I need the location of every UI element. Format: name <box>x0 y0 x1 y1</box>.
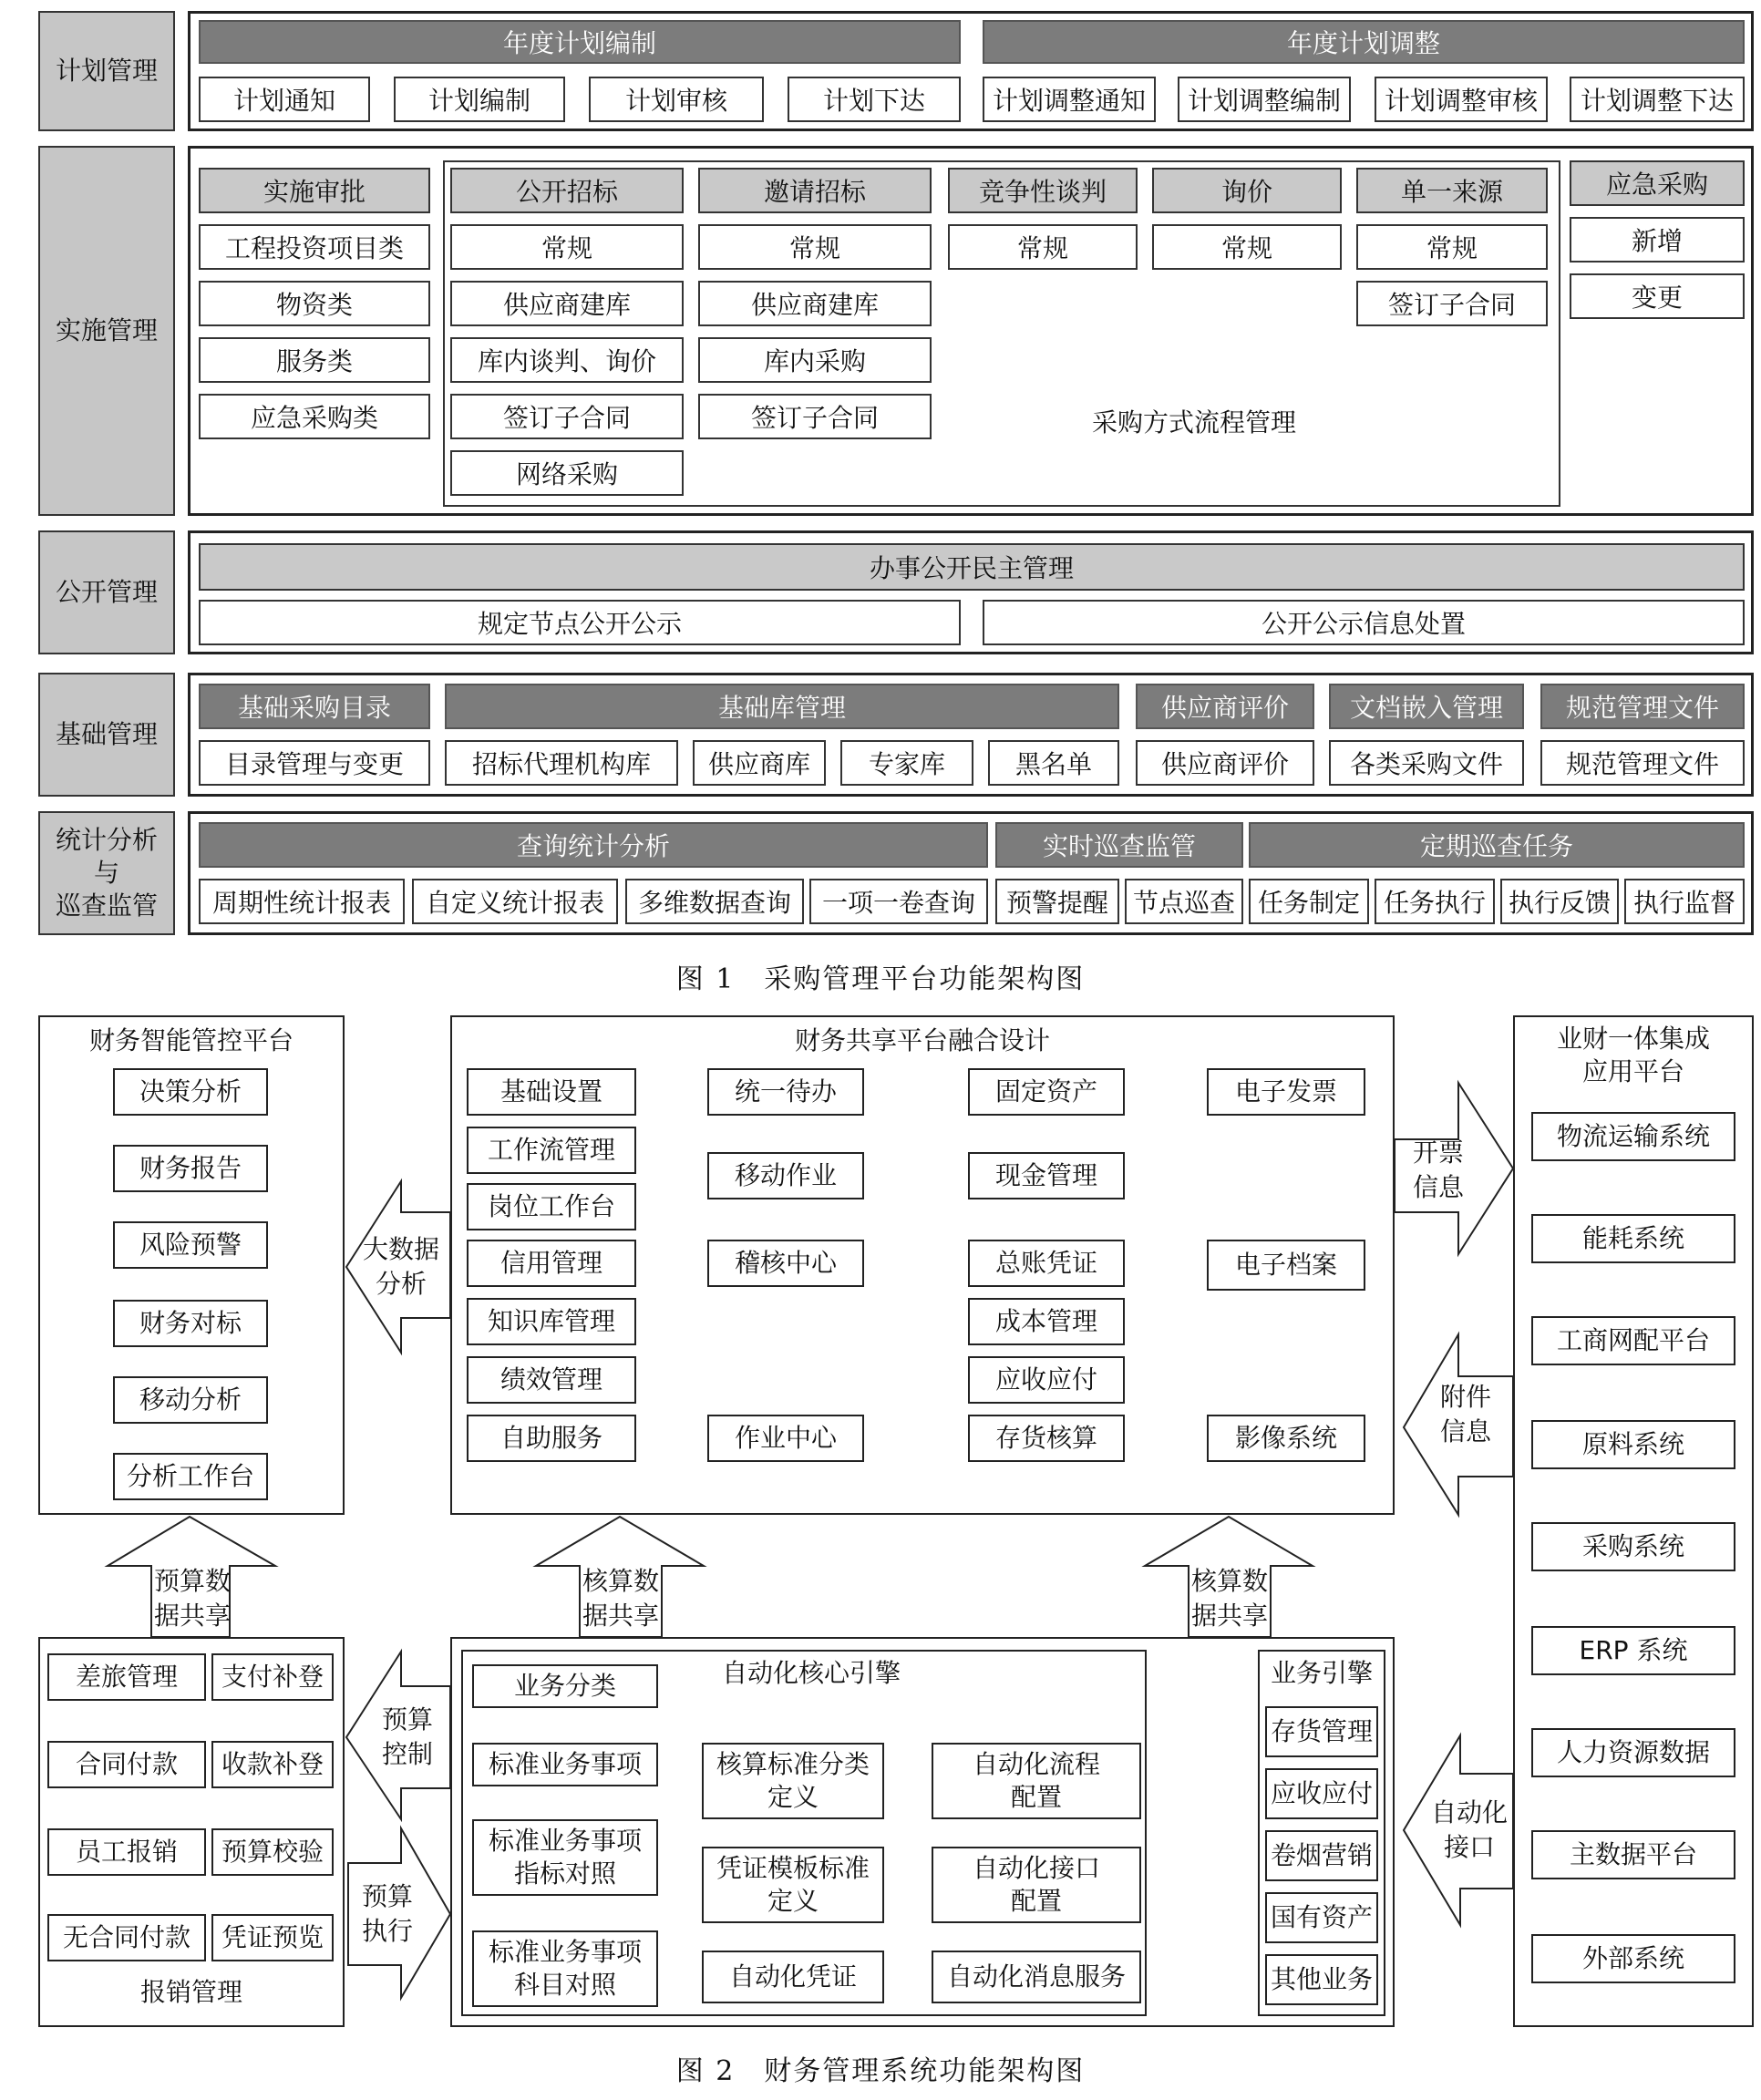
label-line: 执行 <box>361 1916 413 1946</box>
shared-right-item: 应收应付 <box>968 1356 1125 1404</box>
label-auto-interface <box>1424 1796 1515 1865</box>
stats-item: 任务执行 <box>1375 879 1495 924</box>
smart-item: 风险预警 <box>113 1221 268 1269</box>
reimb-item: 预算校验 <box>211 1828 334 1876</box>
label-line: 据共享 <box>153 1601 231 1631</box>
method-item: 签订子合同 <box>698 394 932 439</box>
head-base-library: 基础库管理 <box>445 684 1119 729</box>
shared-far-item: 影像系统 <box>1207 1415 1365 1462</box>
integration-item: 原料系统 <box>1531 1420 1735 1469</box>
approve-item: 应急采购类 <box>199 394 430 439</box>
method-item: 供应商建库 <box>698 281 932 326</box>
label-line: 分析 <box>375 1269 427 1299</box>
shared-left-item: 知识库管理 <box>467 1298 636 1345</box>
shared-center-item: 统一待办 <box>707 1068 864 1116</box>
shared-left-item: 基础设置 <box>467 1068 636 1116</box>
reimbursement-title: 报销管理 <box>139 1977 242 2007</box>
label-line: 接口 <box>1443 1832 1495 1862</box>
head-annual-plan-adjust: 年度计划调整 <box>983 20 1745 64</box>
integration-item: 人力资源数据 <box>1531 1728 1735 1777</box>
method-item: 常规 <box>1152 224 1342 270</box>
method-item: 库内采购 <box>698 337 932 383</box>
shared-left-item: 自助服务 <box>467 1415 636 1462</box>
label-accounting-share-2 <box>1179 1564 1280 1633</box>
label-line: 据共享 <box>582 1601 659 1631</box>
business-engine-item: 存货管理 <box>1265 1706 1378 1757</box>
integration-item: 物流运输系统 <box>1531 1112 1735 1161</box>
head-public-democratic: 办事公开民主管理 <box>199 543 1745 591</box>
base-item: 供应商评价 <box>1136 740 1314 786</box>
stats-item: 执行反馈 <box>1500 879 1619 924</box>
head-norm-docs: 规范管理文件 <box>1540 684 1745 729</box>
row-label-impl: 实施管理 <box>38 146 175 516</box>
business-engine-item: 应收应付 <box>1265 1768 1378 1819</box>
stats-item: 自定义统计报表 <box>412 879 618 924</box>
engine-col2-item: 核算标准分类 定义 <box>702 1743 884 1819</box>
label-line: 开票 <box>1412 1138 1464 1168</box>
reimb-item: 无合同付款 <box>47 1914 206 1961</box>
label-line: 信息 <box>1412 1172 1464 1202</box>
head-single-source: 单一来源 <box>1356 168 1548 213</box>
business-engine-item: 国有资产 <box>1265 1892 1378 1943</box>
engine-col1-item: 标准业务事项 <box>472 1743 658 1786</box>
method-item: 供应商建库 <box>450 281 684 326</box>
shared-right-item: 现金管理 <box>968 1152 1125 1199</box>
engine-col1-item: 标准业务事项 科目对照 <box>472 1930 658 2007</box>
public-item: 规定节点公开公示 <box>199 600 961 645</box>
base-item: 招标代理机构库 <box>445 740 678 786</box>
shared-right-item: 存货核算 <box>968 1415 1125 1462</box>
stats-item: 任务制定 <box>1249 879 1369 924</box>
head-open-tender: 公开招标 <box>450 168 684 213</box>
row-label-base: 基础管理 <box>38 673 175 797</box>
label-invoice-info <box>1395 1136 1482 1205</box>
stats-item: 一项一卷查询 <box>809 879 988 924</box>
integration-title-line: 业财一体集成 <box>1556 1024 1710 1054</box>
label-line: 核算数 <box>582 1566 659 1596</box>
plan-item: 计划审核 <box>589 77 764 122</box>
row-label-stats-line: 与 <box>93 858 119 888</box>
label-line: 信息 <box>1439 1416 1491 1446</box>
approve-item: 工程投资项目类 <box>199 224 430 270</box>
base-item: 专家库 <box>840 740 973 786</box>
shared-right-item: 固定资产 <box>968 1068 1125 1116</box>
business-engine-item: 其他业务 <box>1265 1954 1378 2005</box>
label-line: 附件 <box>1439 1382 1491 1412</box>
integration-platform-title <box>1513 1023 1754 1088</box>
stats-item: 周期性统计报表 <box>199 879 405 924</box>
emergency-item: 变更 <box>1570 273 1745 319</box>
method-item: 常规 <box>948 224 1138 270</box>
engine-col3-item: 自动化接口 配置 <box>932 1847 1141 1923</box>
engine-col3-item: 自动化流程 配置 <box>932 1743 1141 1819</box>
reimb-item: 合同付款 <box>47 1741 206 1788</box>
head-invite-tender: 邀请招标 <box>698 168 932 213</box>
method-item: 常规 <box>450 224 684 270</box>
smart-item: 决策分析 <box>113 1068 268 1116</box>
head-query-stats: 查询统计分析 <box>199 822 988 868</box>
base-item: 供应商库 <box>693 740 826 786</box>
label-attachment-info <box>1422 1380 1509 1449</box>
figure-1-caption: 图 1 采购管理平台功能架构图 <box>675 963 1086 995</box>
approve-item: 服务类 <box>199 337 430 383</box>
shared-left-item: 信用管理 <box>467 1240 636 1287</box>
label-accounting-share-1 <box>571 1564 671 1633</box>
stats-item: 多维数据查询 <box>625 879 804 924</box>
label-line: 预算数 <box>153 1566 231 1596</box>
label-line: 预算 <box>361 1881 413 1911</box>
smart-control-title: 财务智能管控平台 <box>88 1025 294 1055</box>
figure-2-caption: 图 2 财务管理系统功能架构图 <box>675 2055 1086 2087</box>
shared-left-item: 绩效管理 <box>467 1356 636 1404</box>
plan-adjust-item: 计划调整编制 <box>1178 77 1351 122</box>
plan-item: 计划通知 <box>199 77 370 122</box>
public-item: 公开公示信息处置 <box>983 600 1745 645</box>
approve-item: 物资类 <box>199 281 430 326</box>
shared-left-item: 岗位工作台 <box>467 1183 636 1230</box>
shared-center-item: 作业中心 <box>707 1415 864 1462</box>
business-engine-item: 卷烟营销 <box>1265 1830 1378 1881</box>
head-supplier-eval: 供应商评价 <box>1136 684 1314 729</box>
base-item: 黑名单 <box>988 740 1119 786</box>
shared-platform-title: 财务共享平台融合设计 <box>794 1025 1050 1055</box>
engine-col3-item: 自动化消息服务 <box>932 1951 1141 2003</box>
business-engine-title: 业务引擎 <box>1270 1658 1373 1688</box>
engine-col2-item: 凭证模板标准 定义 <box>702 1847 884 1923</box>
smart-item: 财务对标 <box>113 1300 268 1347</box>
methods-process-label: 采购方式流程管理 <box>1091 407 1296 438</box>
reimb-item: 差旅管理 <box>47 1653 206 1701</box>
smart-item: 移动分析 <box>113 1376 268 1424</box>
base-item: 目录管理与变更 <box>199 740 430 786</box>
stats-item: 节点巡查 <box>1125 879 1243 924</box>
method-item: 常规 <box>698 224 932 270</box>
plan-adjust-item: 计划调整下达 <box>1570 77 1745 122</box>
integration-item: 能耗系统 <box>1531 1214 1735 1263</box>
integration-title-line: 应用平台 <box>1581 1056 1684 1086</box>
plan-item: 计划下达 <box>788 77 961 122</box>
head-emergency-purchase: 应急采购 <box>1570 160 1745 206</box>
shared-far-item: 电子发票 <box>1207 1068 1365 1116</box>
stats-item: 预警提醒 <box>995 879 1119 924</box>
method-item: 签订子合同 <box>1356 281 1548 326</box>
integration-item: 采购系统 <box>1531 1522 1735 1571</box>
head-periodic-patrol: 定期巡查任务 <box>1249 822 1745 868</box>
head-document-embed: 文档嵌入管理 <box>1329 684 1524 729</box>
head-competitive-negotiation: 竞争性谈判 <box>948 168 1138 213</box>
stats-item: 执行监督 <box>1624 879 1745 924</box>
reimb-item: 支付补登 <box>211 1653 334 1701</box>
shared-right-item: 成本管理 <box>968 1298 1125 1345</box>
method-item: 库内谈判、询价 <box>450 337 684 383</box>
integration-item: 外部系统 <box>1531 1934 1735 1983</box>
label-line: 预算 <box>381 1704 433 1735</box>
method-item: 常规 <box>1356 224 1548 270</box>
label-line: 核算数 <box>1190 1566 1268 1596</box>
engine-col1-item: 业务分类 <box>472 1664 658 1708</box>
shared-center-item: 稽核中心 <box>707 1240 864 1287</box>
label-budget-exec <box>346 1879 428 1949</box>
integration-item: 主数据平台 <box>1531 1830 1735 1879</box>
row-label-plan: 计划管理 <box>38 11 175 131</box>
plan-adjust-item: 计划调整通知 <box>983 77 1156 122</box>
plan-item: 计划编制 <box>394 77 565 122</box>
row-label-stats-line: 巡查监管 <box>55 890 158 921</box>
reimb-item: 员工报销 <box>47 1828 206 1876</box>
head-inquiry: 询价 <box>1152 168 1342 213</box>
emergency-item: 新增 <box>1570 217 1745 262</box>
head-realtime-patrol: 实时巡查监管 <box>995 822 1243 868</box>
method-item: 签订子合同 <box>450 394 684 439</box>
base-item: 规范管理文件 <box>1540 740 1745 786</box>
head-base-catalog: 基础采购目录 <box>199 684 430 729</box>
head-annual-plan-compile: 年度计划编制 <box>199 20 961 64</box>
label-big-data <box>357 1232 445 1302</box>
shared-right-item: 总账凭证 <box>968 1240 1125 1287</box>
base-item: 各类采购文件 <box>1329 740 1524 786</box>
label-line: 据共享 <box>1190 1601 1268 1631</box>
plan-adjust-item: 计划调整审核 <box>1375 77 1548 122</box>
label-budget-share <box>142 1564 242 1633</box>
reimb-item: 收款补登 <box>211 1741 334 1788</box>
label-budget-control <box>366 1703 448 1772</box>
smart-item: 财务报告 <box>113 1145 268 1192</box>
shared-center-item: 移动作业 <box>707 1152 864 1199</box>
method-item: 网络采购 <box>450 450 684 496</box>
shared-far-item: 电子档案 <box>1207 1240 1365 1291</box>
automation-engine-title: 自动化核心引擎 <box>721 1658 901 1688</box>
label-line: 自动化 <box>1430 1797 1508 1827</box>
integration-item: ERP 系统 <box>1531 1626 1735 1675</box>
row-label-public: 公开管理 <box>38 530 175 654</box>
reimb-item: 凭证预览 <box>211 1914 334 1961</box>
shared-left-item: 工作流管理 <box>467 1127 636 1174</box>
head-impl-approve: 实施审批 <box>199 168 430 213</box>
integration-item: 工商网配平台 <box>1531 1316 1735 1365</box>
smart-item: 分析工作台 <box>113 1453 268 1500</box>
label-line: 控制 <box>381 1739 433 1769</box>
engine-col2-item: 自动化凭证 <box>702 1951 884 2003</box>
label-line: 大数据 <box>362 1234 439 1264</box>
row-label-stats-line: 统计分析 <box>55 825 158 855</box>
engine-col1-item: 标准业务事项 指标对照 <box>472 1819 658 1896</box>
